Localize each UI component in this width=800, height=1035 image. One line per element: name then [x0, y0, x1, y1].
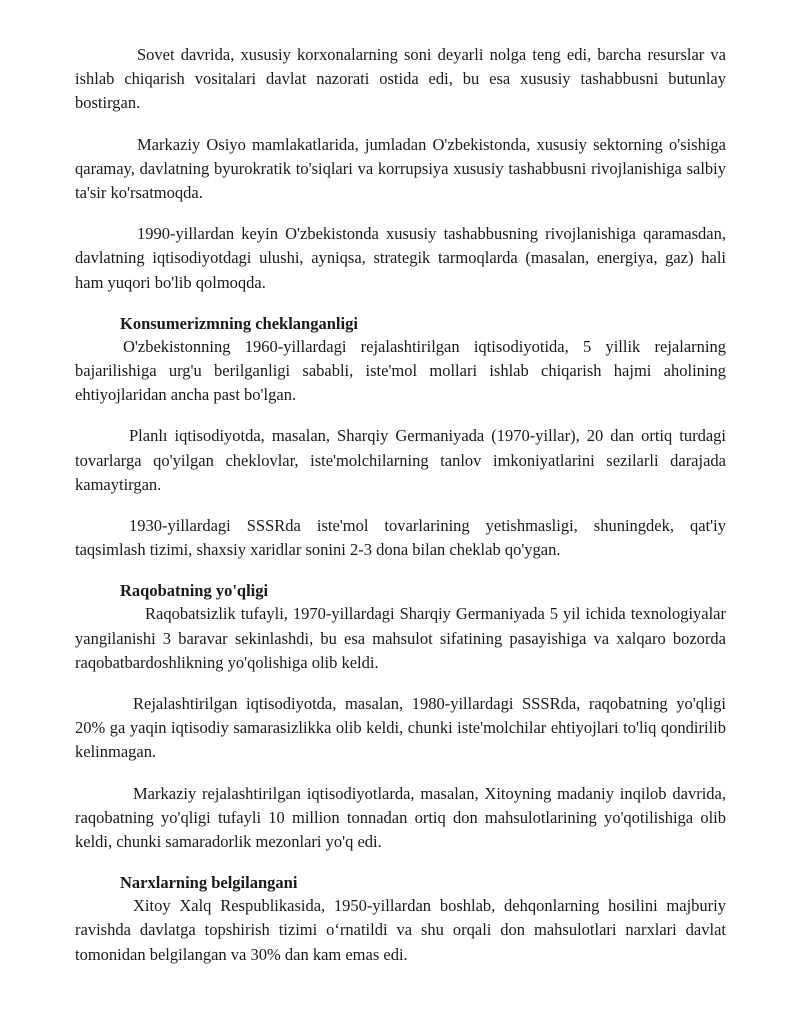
- paragraph: 1990-yillardan keyin O'zbekistonda xususiy tashabbusning rivojlanishiga qaramasdan, davlatning iqtisodiyotdagi ulushi, ayniqsa, strategik tarmoqlarda (masalan, energiya, gaz) hali ham yuqori bo'lib qolmoqda.: [75, 224, 726, 292]
- paragraph: Raqobatsizlik tufayli, 1970-yillardagi Sharqiy Germaniyada 5 yil ichida texnologiyalar yangilanishi 3 baravar sekinlashdi, bu esa mahsulot sifatining pasayishiga va xalqaro bozorda raqobatbardoshlikning yo'qolishiga olib keldi.: [75, 604, 726, 672]
- paragraph: O'zbekistonning 1960-yillardagi rejalashtirilgan iqtisodiyotida, 5 yillik rejalarning bajarilishiga urg'u berilganligi sababli, iste'mol mollari ishlab chiqarish hajmi aholining ehtiyojlaridan ancha past bo'lgan.: [75, 336, 726, 405]
- paragraph: Markaziy rejalashtirilgan iqtisodiyotlarda, masalan, Xitoyning madaniy inqilob davrida, raqobatning yo'qligi tufayli 10 million tonnadan ortiq don mahsulotlarining yo'qotilishiga olib keldi, chunki samaradorlik mezonlari yo'q edi.: [75, 783, 726, 852]
- paragraph: Sovet davrida, xususiy korxonalarning soni deyarli nolga teng edi, barcha resurslar va ishlab chiqarish vositalari davlat nazorati ostida edi, bu esa xususiy tashabbusni butunlay bostirgan.: [75, 45, 726, 113]
- section-heading: Konsumerizmning cheklanganligi: [120, 313, 358, 333]
- document-page: [75, 43, 726, 967]
- paragraph: 1930-yillardagi SSSRda iste'mol tovarlarining yetishmasligi, shuningdek, qat'iy taqsimlash tizimi, shaxsiy xaridlar sonini 2-3 dona bilan cheklab qo'ygan.: [75, 516, 726, 560]
- section-heading: Raqobatning yo'qligi: [120, 581, 269, 601]
- paragraph: Planlı iqtisodiyotda, masalan, Sharqiy Germaniyada (1970-yillar), 20 dan ortiq turdagi tovarlarga qo'yilgan cheklovlar, iste'molchilarning tanlov imkoniyatlarini sezilarli darajada kamaytirgan.: [75, 426, 726, 494]
- paragraph: Rejalashtirilgan iqtisodiyotda, masalan, 1980-yillardagi SSSRda, raqobatning yo'qligi 20% ga yaqin iqtisodiy samarasizlikka olib keldi, chunki iste'molchilar ehtiyojlari to'liq qondirilib kelinmagan.: [75, 694, 726, 762]
- paragraph: Markaziy Osiyo mamlakatlarida, jumladan O'zbekistonda, xususiy sektorning o'sishiga qaramay, davlatning byurokratik to'siqlari va korrupsiya xususiy tashabbusni rivojlanishiga salbiy ta'sir ko'rsatmoqda.: [75, 134, 726, 203]
- section-heading: Narxlarning belgilangani: [120, 873, 298, 893]
- paragraph: Xitoy Xalq Respublikasida, 1950-yillardan boshlab, dehqonlarning hosilini majburiy ravishda davlatga topshirish tizimi o‘rnatildi va shu orqali don mahsulotlari narxlari davlat tomonidan belgilangan va 30% dan kam emas edi.: [75, 896, 726, 964]
